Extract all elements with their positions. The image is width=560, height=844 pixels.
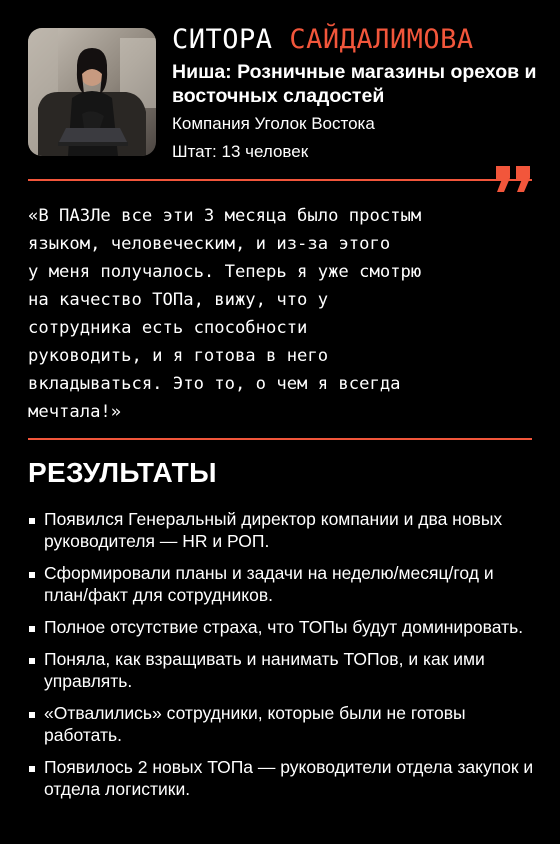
- bullet-icon: [29, 712, 35, 718]
- last-name: САЙДАЛИМОВА: [289, 24, 474, 55]
- results-list: [28, 508, 538, 810]
- person-name: [172, 24, 474, 56]
- quote-mark-icon: [494, 164, 534, 194]
- list-item: Сформировали планы и задачи на неделю/месяц/год и план/факт для сотрудников.: [28, 562, 538, 606]
- company-text: Компания Уголок Востока: [172, 114, 375, 133]
- bullet-icon: [29, 658, 35, 664]
- list-item: Появился Генеральный директор компании и два новых руководителя — HR и РОП.: [28, 508, 538, 552]
- bullet-icon: [29, 518, 35, 524]
- woman-with-laptop-photo: [28, 28, 156, 156]
- divider-bottom: [28, 438, 532, 440]
- niche-text: Ниша: Розничные магазины орехов и восточных сладостей: [172, 61, 537, 107]
- avatar: [28, 28, 156, 156]
- list-item: «Отвалились» сотрудники, которые были не готовы работать.: [28, 702, 538, 746]
- staff-text: Штат: 13 человек: [172, 142, 309, 161]
- bullet-icon: [29, 626, 35, 632]
- bullet-icon: [29, 766, 35, 772]
- results-title: РЕЗУЛЬТАТЫ: [28, 457, 217, 488]
- testimonial-quote: «В ПАЗЛе все эти 3 месяца было простым языком, человеческим, и из-за этого у меня получалось. Теперь я уже смотрю на качество ТОПа, вижу, что у сотрудника есть способности руководить, и я готова в него вкладываться. Это то, о чем я всегда мечтала!»: [28, 206, 422, 422]
- list-item: Появилось 2 новых ТОПа — руководители отдела закупок и отдела логистики.: [28, 756, 538, 800]
- divider-top: [28, 179, 532, 181]
- list-item: Поняла, как взращивать и нанимать ТОПов, и как ими управлять.: [28, 648, 538, 692]
- list-item: Полное отсутствие страха, что ТОПы будут доминировать.: [28, 616, 538, 638]
- bullet-icon: [29, 572, 35, 578]
- first-name: СИТОРА: [172, 24, 273, 55]
